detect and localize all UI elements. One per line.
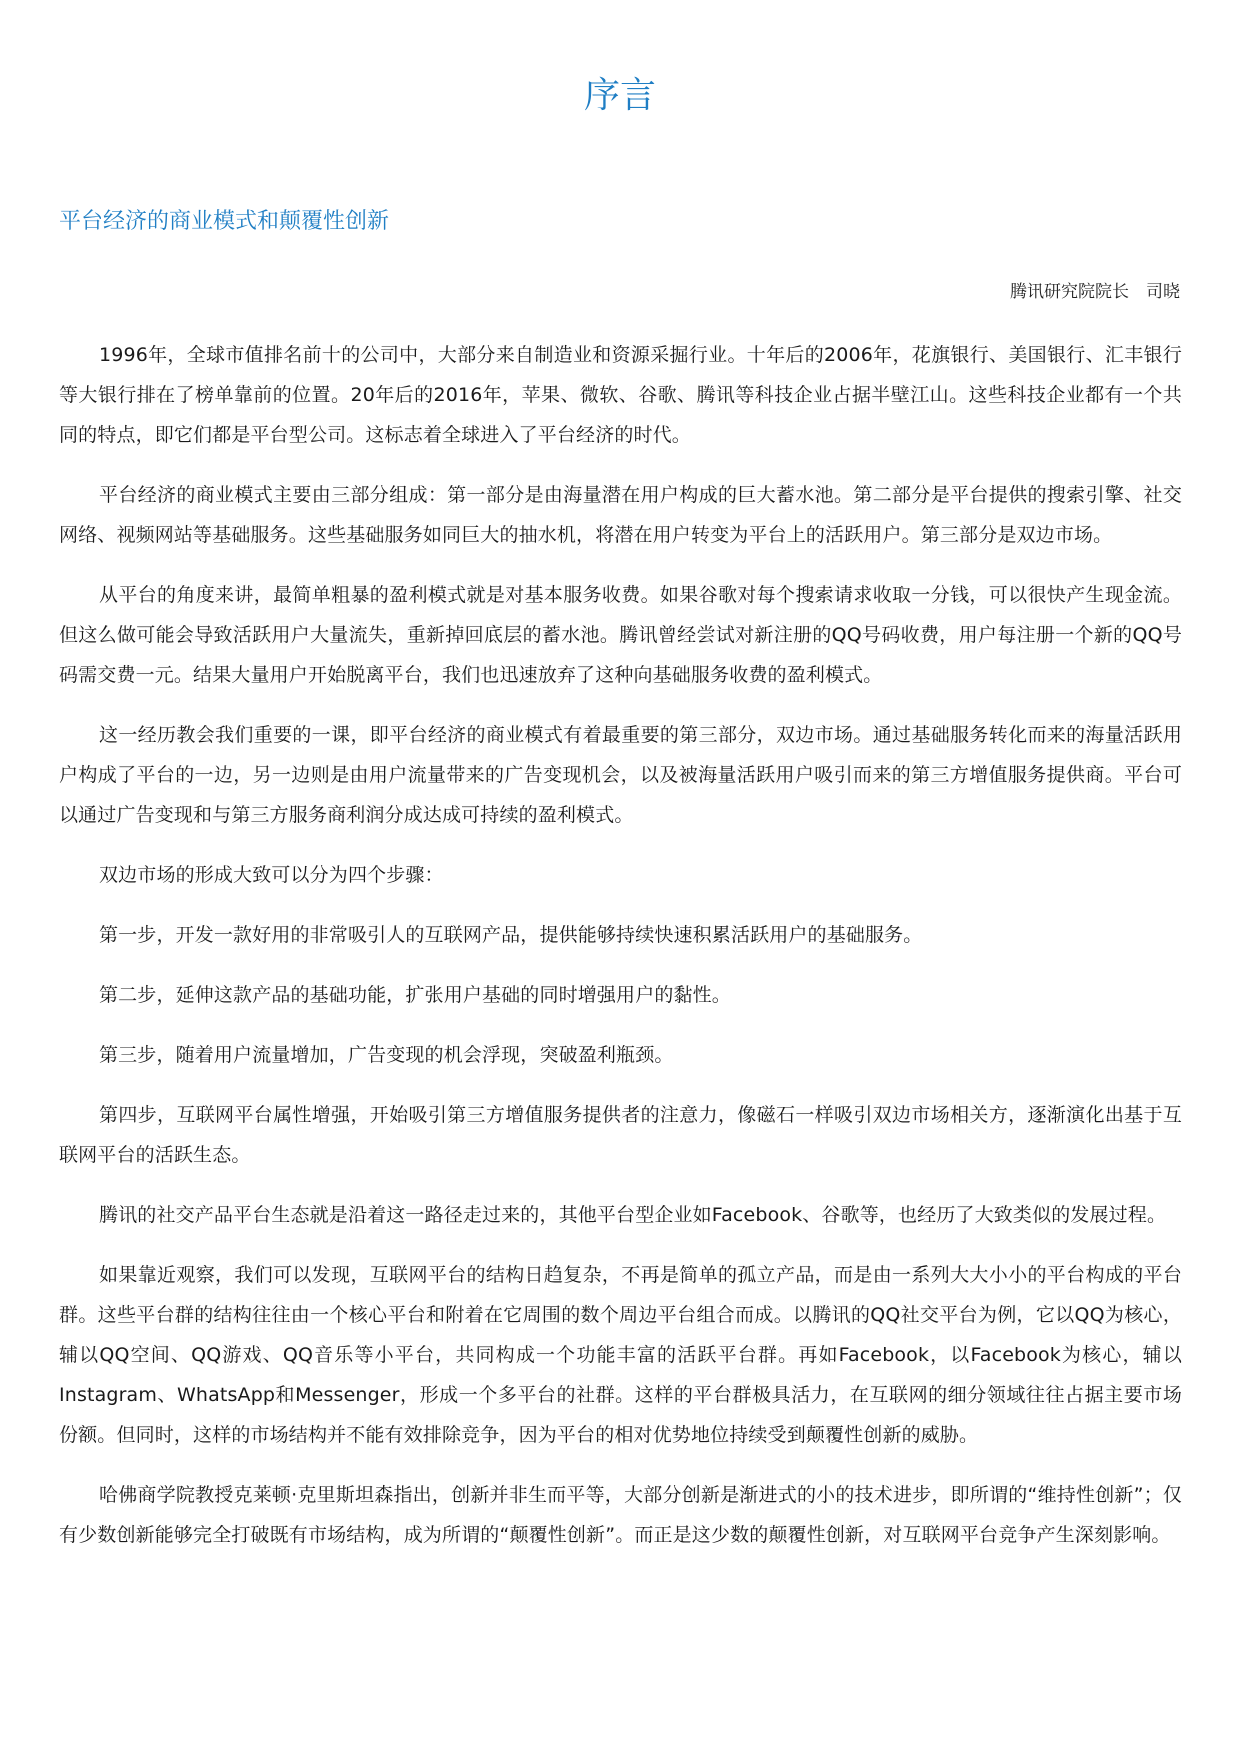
paragraph: 1996年，全球市值排名前十的公司中，大部分来自制造业和资源采掘行业。十年后的2006年，花旗银行、美国银行、汇丰银行等大银行排在了榜单靠前的位置。20年后的2016年，苹果、微软、谷歌、腾讯等科技企业占据半壁江山。这些科技企业都有一个共同的特点，即它们都是平台型公司。这标志着全球进入了平台经济的时代。 — [59, 344, 1182, 446]
paragraph: 哈佛商学院教授克莱顿·克里斯坦森指出，创新并非生而平等，大部分创新是渐进式的小的技术进步，即所谓的“维持性创新”；仅有少数创新能够完全打破既有市场结构，成为所谓的“颠覆性创新”。而正是这少数的颠覆性创新，对互联网平台竞争产生深刻影响。 — [59, 1484, 1182, 1546]
paragraph: 第二步，延伸这款产品的基础功能，扩张用户基础的同时增强用户的黏性。 — [99, 984, 731, 1006]
paragraph: 这一经历教会我们重要的一课，即平台经济的商业模式有着最重要的第三部分，双边市场。通过基础服务转化而来的海量活跃用户构成了平台的一边，另一边则是由用户流量带来的广告变现机会，以及被海量活跃用户吸引而来的第三方增值服务提供商。平台可以通过广告变现和与第三方服务商利润分成达成可持续的盈利模式。 — [59, 724, 1182, 826]
paragraph: 腾讯的社交产品平台生态就是沿着这一路径走过来的，其他平台型企业如Facebook、谷歌等，也经历了大致类似的发展过程。 — [99, 1204, 1167, 1226]
paragraph: 从平台的角度来讲，最简单粗暴的盈利模式就是对基本服务收费。如果谷歌对每个搜索请求收取一分钱，可以很快产生现金流。但这么做可能会导致活跃用户大量流失，重新掉回底层的蓄水池。腾讯曾经尝试对新注册的QQ号码收费，用户每注册一个新的QQ号码需交费一元。结果大量用户开始脱离平台，我们也迅速放弃了这种向基础服务收费的盈利模式。 — [59, 584, 1182, 686]
section-heading: 平台经济的商业模式和颠覆性创新 — [59, 209, 390, 234]
paragraph: 平台经济的商业模式主要由三部分组成：第一部分是由海量潜在用户构成的巨大蓄水池。第二部分是平台提供的搜索引擎、社交网络、视频网站等基础服务。这些基础服务如同巨大的抽水机，将潜在用户转变为平台上的活跃用户。第三部分是双边市场。 — [59, 484, 1182, 546]
paragraph: 第三步，随着用户流量增加，广告变现的机会浮现，突破盈利瓶颈。 — [99, 1044, 674, 1066]
paragraph: 第四步，互联网平台属性增强，开始吸引第三方增值服务提供者的注意力，像磁石一样吸引双边市场相关方，逐渐演化出基于互联网平台的活跃生态。 — [59, 1104, 1182, 1166]
paragraph: 双边市场的形成大致可以分为四个步骤： — [99, 864, 444, 886]
document-title: 序言 — [583, 75, 656, 116]
author-byline: 腾讯研究院院长 司晓 — [1010, 282, 1180, 302]
body-text — [59, 335, 1182, 1575]
paragraph: 如果靠近观察，我们可以发现，互联网平台的结构日趋复杂，不再是简单的孤立产品，而是由一系列大大小小的平台构成的平台群。这些平台群的结构往往由一个核心平台和附着在它周围的数个周边平台组合而成。以腾讯的QQ社交平台为例，它以QQ为核心，辅以QQ空间、QQ游戏、QQ音乐等小平台，共同构成一个功能丰富的活跃平台群。再如Facebook，以Facebook为核心，辅以Instagram、WhatsApp和Messenger，形成一个多平台的社群。这样的平台群极具活力，在互联网的细分领域往往占据主要市场份额。但同时，这样的市场结构并不能有效排除竞争，因为平台的相对优势地位持续受到颠覆性创新的威胁。 — [59, 1264, 1182, 1446]
paragraph: 第一步，开发一款好用的非常吸引人的互联网产品，提供能够持续快速积累活跃用户的基础服务。 — [99, 924, 923, 946]
